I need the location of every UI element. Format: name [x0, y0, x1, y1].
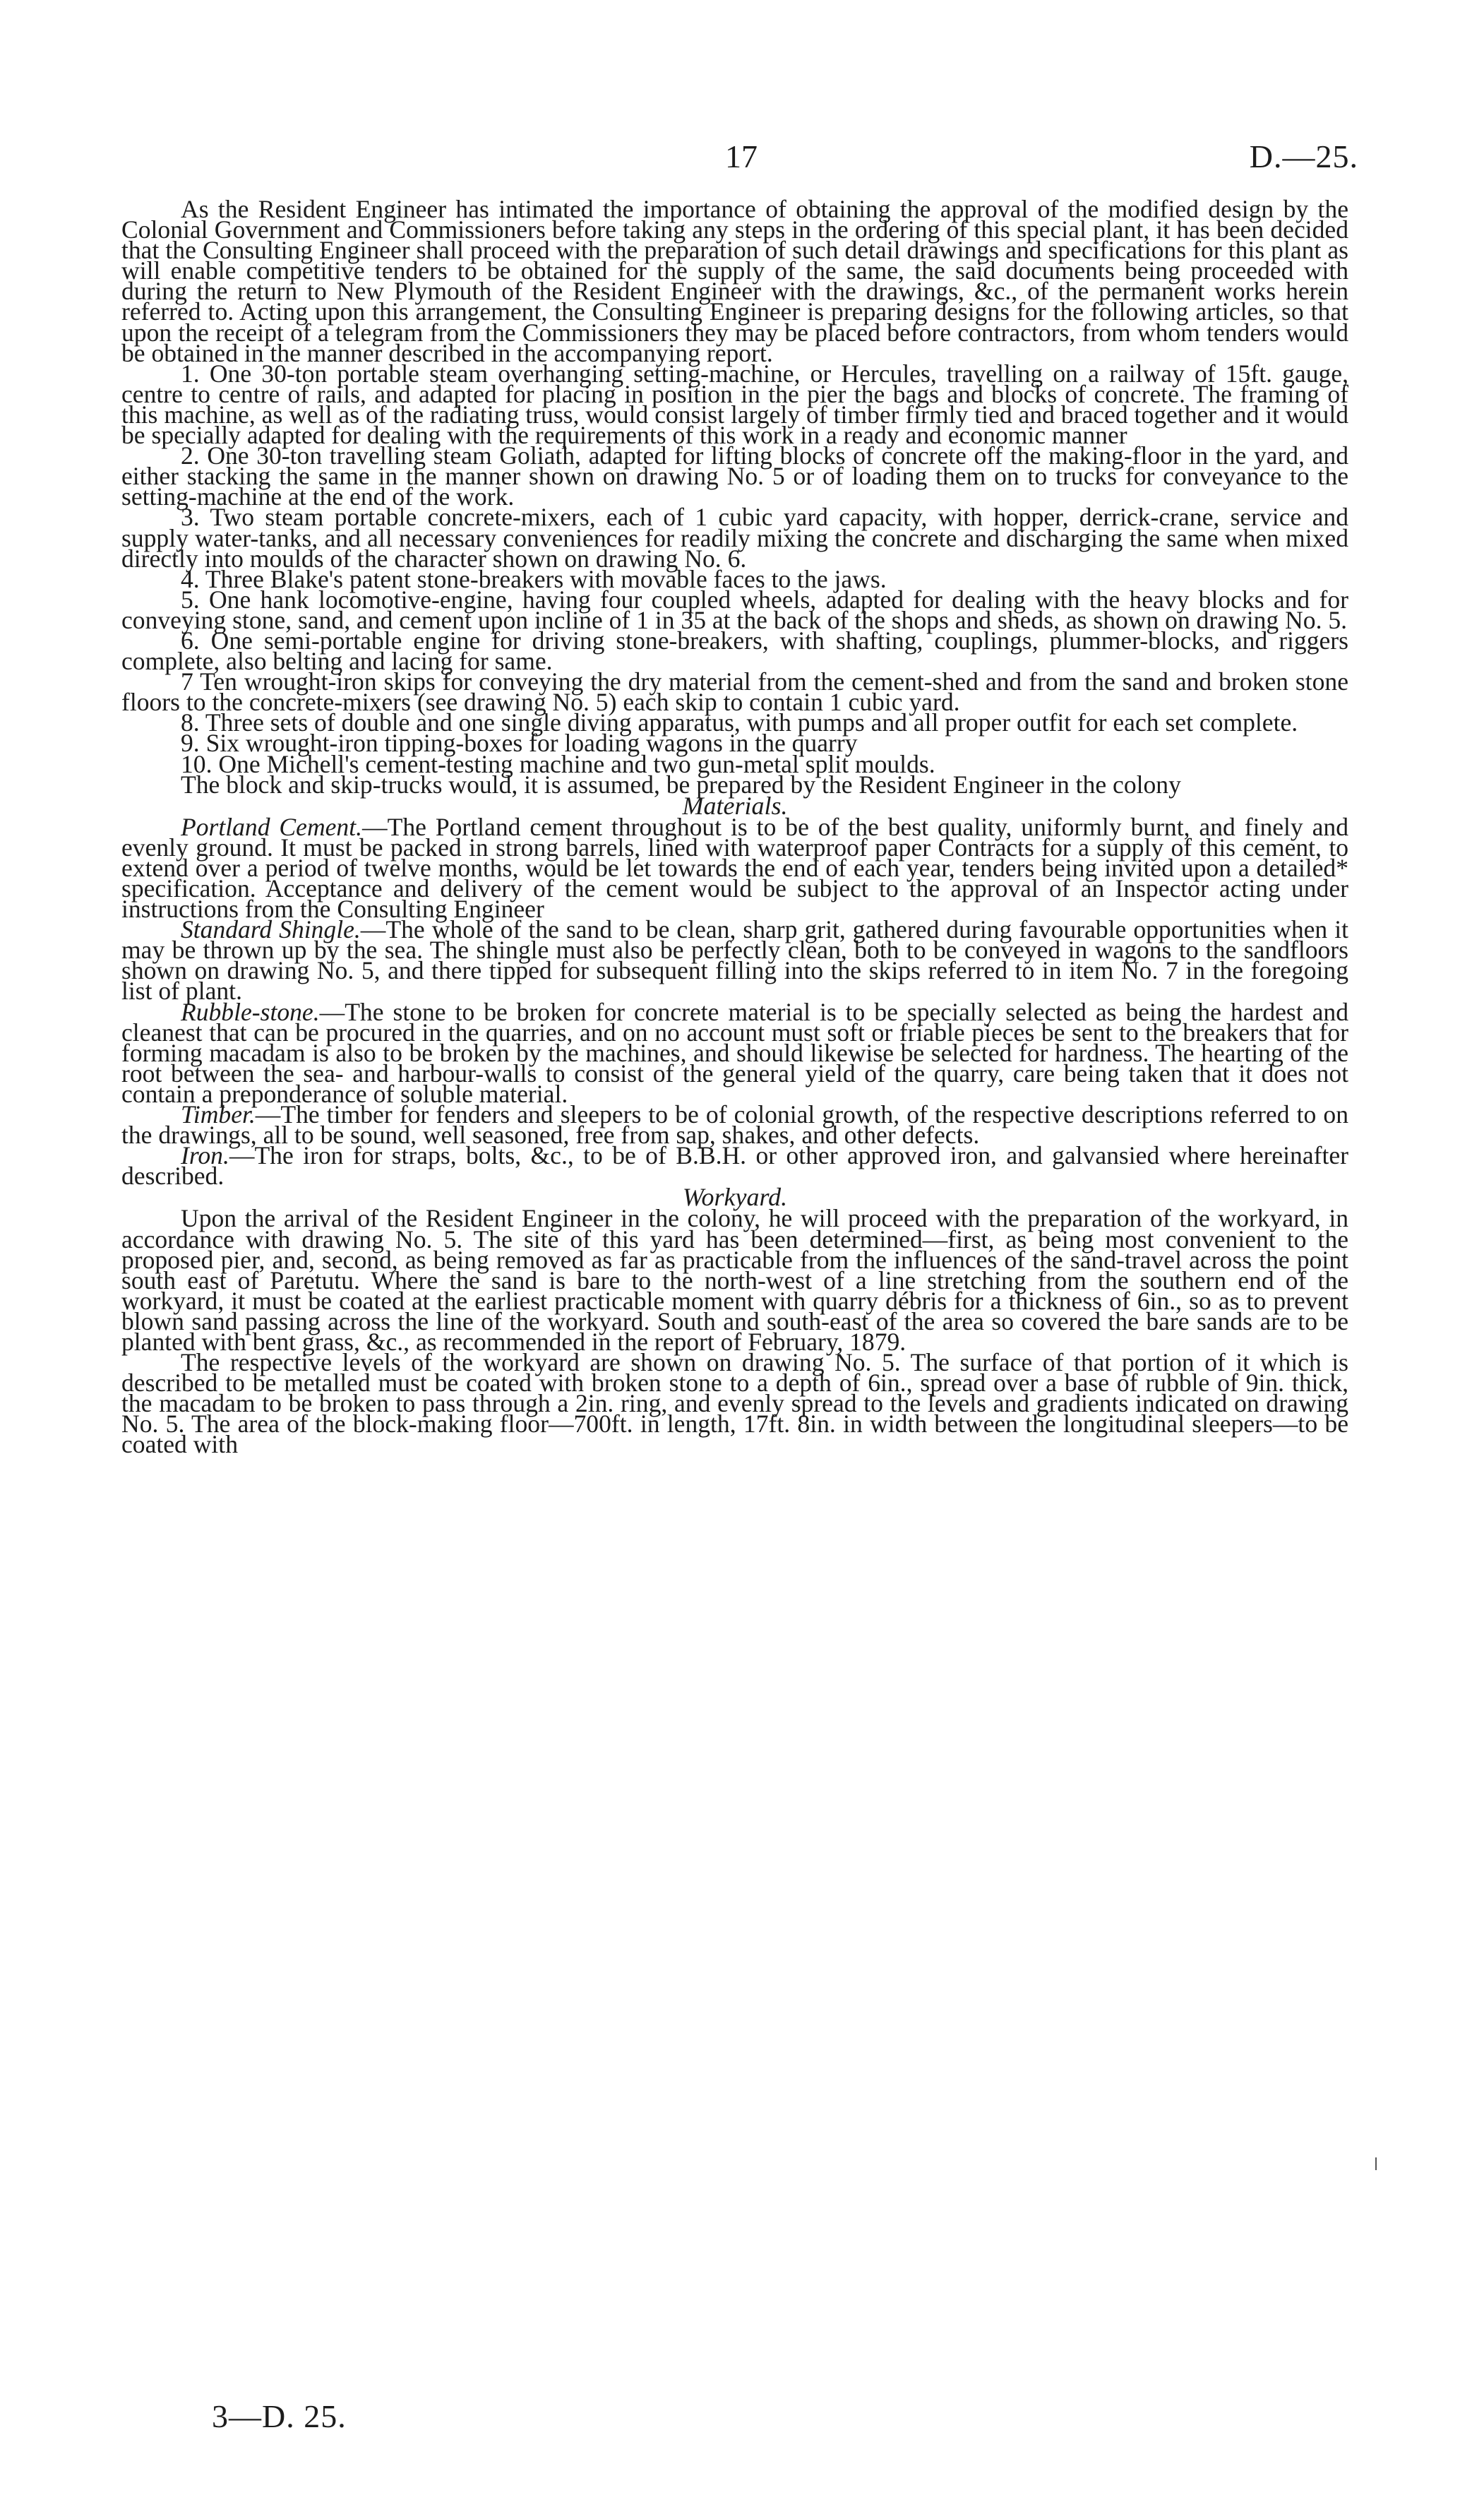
standard-shingle-lead: Standard Shingle. — [181, 915, 361, 944]
body-text — [121, 195, 1349, 1459]
sheet-signature: 3—D. 25. — [212, 2398, 347, 2434]
materials-standard-shingle — [121, 915, 1349, 1006]
plant-item-3: 3. Two steam portable concrete-mixers, each of 1 cubic yard capacity, with hopper, derrick-crane, service and supply water-tanks, and all necessary conveniences for readily mixing the concrete and discharging the same when mixed directly into moulds of the character shown on drawing No. 6. — [121, 503, 1348, 573]
plant-item-7: 7 Ten wrought-iron skips for conveying the dry material from the cement-shed and from the sand and broken stone floors to the concrete-mixers (see drawing No. 5) each skip to contain 1 cubic yard. — [121, 667, 1348, 717]
timber-text: —The timber for fenders and sleepers to be of colonial growth, of the respective descriptions referred to on the drawings, all to be sound, well seasoned, free from sap, shakes, and other defects. — [121, 1100, 1348, 1150]
plant-item-2: 2. One 30-ton travelling steam Goliath, adapted for lifting blocks of concrete off the making-floor in the yard, and either stacking the same in the manner shown on drawing No. 5 or of loading them on to trucks for conveyance to the setting-machine at the end of the work. — [121, 441, 1348, 511]
materials-portland-cement — [121, 812, 1348, 924]
plant-item-5: 5. One hank locomotive-engine, having four coupled wheels, adapted for dealing with the heavy blocks and for conveying stone, sand, and cement upon incline of 1 in 35 at the back of the shops and sheds, as shown on drawing No. 5. — [121, 585, 1348, 634]
materials-rubble-stone — [121, 997, 1348, 1108]
block-trucks-paragraph: The block and skip-trucks would, it is assumed, be prepared by the Resident Engineer in the colony — [181, 770, 1181, 799]
workyard-paragraph-1: Upon the arrival of the Resident Engineer in the colony, he will proceed with the preparation of the workyard, in accordance with drawing No. 5. The site of this yard has been determined—first, as being most convenient to the proposed pier, and, second, as being removed as far as practicable from the influences of the sand-travel across the point south east of Paretutu. Where the sand is bare to the north-west of a line stretching from the southern end of the workyard, it must be coated at the earliest practicable moment with quarry débris for a thickness of 6in., so as to prevent blown sand passing across the line of the workyard. South and south-east of the area so covered the bare sands are to be planted with bent grass, &c., as recommended in the report of February, 1879. — [121, 1204, 1348, 1356]
materials-timber — [121, 1100, 1348, 1150]
document-reference: D.—25. — [1249, 138, 1358, 174]
materials-heading: Materials. — [682, 791, 788, 820]
portland-cement-lead: Portland Cement. — [181, 812, 363, 841]
intro-paragraph: As the Resident Engineer has intimated the importance of obtaining the approval of the modified design by the Colonial Government and Commissioners before taking any steps in the ordering of this special plant, it has been decided that the Consulting Engineer shall proceed with the preparation of such detail drawings and specifications for this plant as will enable competitive tenders to be obtained for the supply of the same, the said documents being proceeded with during the return to New Plymouth of the Resident Engineer with the drawings, &c., of the permanent works herein referred to. Acting upon this arrangement, the Consulting Engineer is preparing designs for the following articles, so that upon the receipt of a telegram from the Commissioners they may be placed before contractors, from whom tenders would be obtained in the manner described in the accompanying report. — [121, 195, 1348, 367]
standard-shingle-text: —The whole of the sand to be clean, sharp grit, gathered during favourable opportunities when it may be thrown up by the sea. The shingle must also be perfectly clean, both to be conveyed in wagons to the sandfloors shown on drawing No. 5, and there tipped for subsequent filling into the skips referred to in item No. 7 in the foregoing list of plant. — [121, 915, 1349, 1006]
plant-item-1: 1. One 30-ton portable steam overhanging setting-machine, or Hercules, travelling on a railway of 15ft. gauge, centre to centre of rails, and adapted for placing in position in the pier the bags and blocks of concrete. The framing of this machine, as well as of the radiating truss, would consist largely of timber firmly tied and braced together and it would be specially adapted for dealing with the requirements of this work in a ready and economic manner — [121, 359, 1348, 450]
rubble-stone-lead: Rubble-stone. — [181, 997, 320, 1026]
plant-item-6: 6. One semi-portable engine for driving stone-breakers, with shafting, couplings, plummer-blocks, and riggers complete, also belting and lacing for same. — [121, 626, 1348, 676]
workyard-paragraph-2: The respective levels of the workyard are shown on drawing No. 5. The surface of that portion of it which is described to be metalled must be coated with broken stone to a depth of 6in., spread over a base of rubble of 9in. thick, the macadam to be broken to pass through a 2in. ring, and evenly spread to the levels and gradients indicated on drawing No. 5. The area of the block-making floor—700ft. in length, 17ft. 8in. in width between the longitudinal sleepers—to be coated with — [121, 1348, 1348, 1459]
iron-lead: Iron. — [181, 1141, 229, 1170]
plant-item-10: 10. One Michell's cement-testing machine and two gun-metal split moulds. — [181, 749, 935, 778]
rubble-stone-text: —The stone to be broken for concrete material is to be specially selected as being the hardest and cleanest that can be procured in the quarries, and on no account must soft or friable pieces be sent to the breakers that for forming macadam is also to be broken by the machines, and should likewise be selected for hardness. The hearting of the root between the sea- and harbour-walls to consist of the general yield of the quarry, care being taken that it does not contain a preponderance of soluble material. — [121, 997, 1348, 1108]
page-number: 17 — [725, 138, 758, 174]
plant-item-9: 9. Six wrought-iron tipping-boxes for loading wagons in the quarry — [181, 729, 858, 758]
iron-text: —The iron for straps, bolts, &c., to be of B.B.H. or other approved iron, and galvansied where hereinafter described. — [121, 1141, 1348, 1191]
portland-cement-text: —The Portland cement throughout is to be of the best quality, uniformly burnt, and finely and evenly ground. It must be packed in strong barrels, lined with waterproof paper Contracts for a supply of this cement, to extend over a period of twelve months, would be let towards the end of each year, tenders being invited upon a detailed* specification. Acceptance and delivery of the cement would be subject to the approval of an Inspector acting under instructions from the Consulting Engineer — [121, 812, 1348, 924]
plant-item-4: 4. Three Blake's patent stone-breakers with movable faces to the jaws. — [181, 564, 887, 593]
materials-iron — [121, 1141, 1348, 1191]
timber-lead: Timber. — [181, 1100, 256, 1129]
plant-item-8: 8. Three sets of double and one single diving apparatus, with pumps and all proper outfit for each set complete. — [181, 708, 1298, 737]
margin-mark — [1375, 2157, 1377, 2170]
workyard-heading: Workyard. — [682, 1183, 788, 1212]
